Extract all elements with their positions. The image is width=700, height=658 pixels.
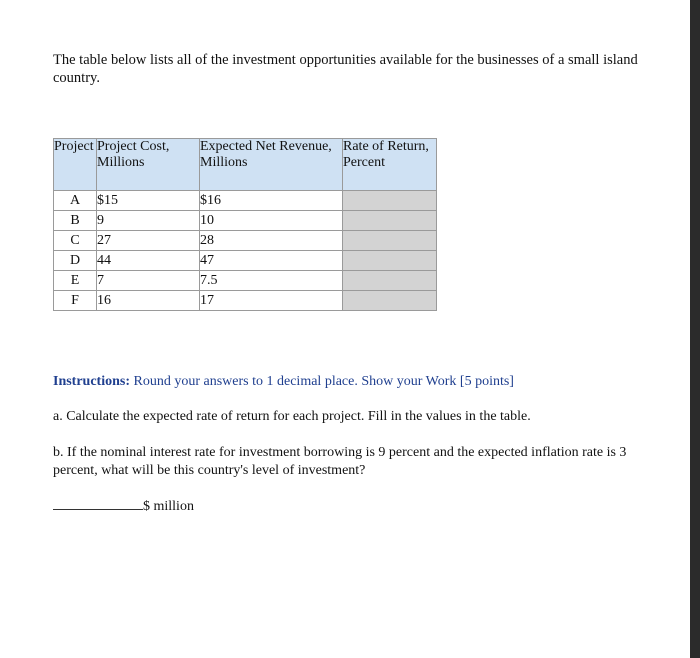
question-a: a. Calculate the expected rate of return for each project. Fill in the values in the table.	[53, 409, 531, 424]
cell-revenue: $16	[200, 191, 343, 211]
investment-table	[53, 138, 437, 311]
table-row	[54, 291, 437, 311]
table-row	[54, 271, 437, 291]
header-project-cost: Project Cost, Millions	[97, 139, 200, 191]
header-rate-of-return: Rate of Return, Percent	[343, 139, 437, 191]
header-expected-revenue: Expected Net Revenue, Millions	[200, 139, 343, 191]
cell-revenue: 47	[200, 251, 343, 271]
header-project: Project	[54, 139, 97, 191]
instructions-label: Instructions:	[53, 374, 131, 389]
cell-cost: 27	[97, 231, 200, 251]
question-b: b. If the nominal interest rate for investment borrowing is 9 percent and the expected inflation rate is 3 percent, what will be this country's level of investment?	[53, 445, 627, 478]
cell-project: B	[54, 211, 97, 231]
answer-unit: $ million	[143, 499, 194, 514]
cell-cost: $15	[97, 191, 200, 211]
cell-cost: 7	[97, 271, 200, 291]
cell-project: D	[54, 251, 97, 271]
cell-rate-input[interactable]	[343, 211, 437, 231]
window-edge-bar	[690, 0, 700, 658]
cell-rate-input[interactable]	[343, 191, 437, 211]
table-row	[54, 211, 437, 231]
cell-revenue: 17	[200, 291, 343, 311]
cell-project: E	[54, 271, 97, 291]
cell-rate-input[interactable]	[343, 231, 437, 251]
cell-rate-input[interactable]	[343, 291, 437, 311]
instructions-text: Round your answers to 1 decimal place. Show your Work [5 points]	[133, 374, 514, 389]
cell-project: F	[54, 291, 97, 311]
answer-blank[interactable]	[53, 497, 143, 510]
cell-cost: 16	[97, 291, 200, 311]
cell-rate-input[interactable]	[343, 251, 437, 271]
cell-project: A	[54, 191, 97, 211]
table-row	[54, 231, 437, 251]
table-row	[54, 191, 437, 211]
answer-line	[53, 497, 194, 515]
cell-revenue: 7.5	[200, 271, 343, 291]
cell-cost: 44	[97, 251, 200, 271]
cell-revenue: 28	[200, 231, 343, 251]
cell-revenue: 10	[200, 211, 343, 231]
table-header-row	[54, 139, 437, 191]
intro-paragraph: The table below lists all of the investment opportunities available for the businesses of a small island country.	[53, 52, 638, 86]
table-row	[54, 251, 437, 271]
cell-rate-input[interactable]	[343, 271, 437, 291]
cell-cost: 9	[97, 211, 200, 231]
cell-project: C	[54, 231, 97, 251]
instructions	[53, 374, 653, 390]
